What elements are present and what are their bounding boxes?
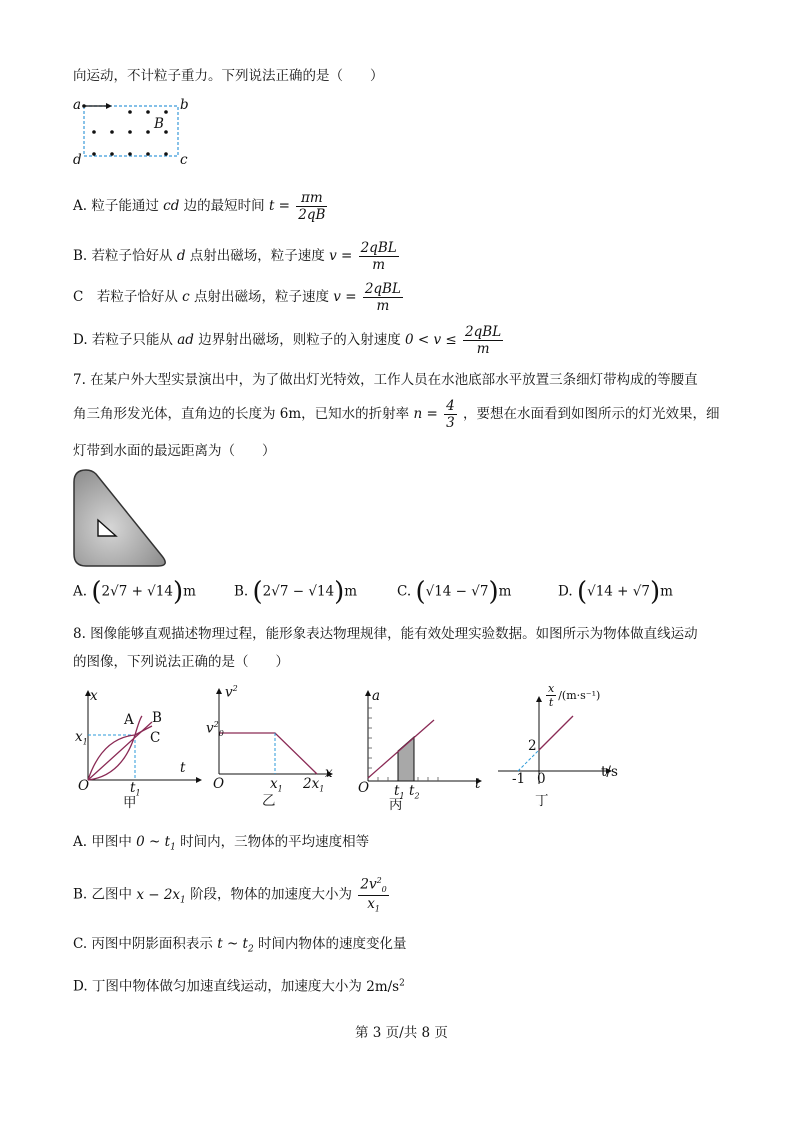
jia-origin: O xyxy=(78,778,90,794)
yi-xaxis: x xyxy=(325,765,333,781)
q6-stem-tail: 向运动，不计粒子重力。下列说法正确的是（ ） xyxy=(73,68,384,84)
q6-option-c[interactable]: C 若粒子恰好从 c 点射出磁场，粒子速度 v = $\frac{\text{2qBL}}{m}$ xyxy=(73,281,401,315)
yi-x2: $2x_1$ xyxy=(303,776,325,794)
q6-b-fraction: $\frac{\text{2qBL}}{m}$ xyxy=(360,240,397,274)
q6-label-B: B xyxy=(154,116,164,132)
yi-caption: 乙 xyxy=(262,793,276,809)
q6-label-c: c xyxy=(180,152,188,168)
q6-d-fraction: $\frac{\text{2qBL}}{m}$ xyxy=(465,324,502,358)
q7-n-fraction: $\frac{4}{3}$ xyxy=(446,398,455,432)
ding-valm1: -1 xyxy=(512,771,526,787)
q6-field-diagram xyxy=(72,98,192,164)
q8-option-d[interactable]: D. 丁图中物体做匀加速直线运动，加速度大小为 $2m/s^2$ xyxy=(73,978,405,995)
q8-graph-bing xyxy=(356,688,486,798)
q6-label-a: a xyxy=(73,97,82,113)
jia-label-A: A xyxy=(124,712,134,728)
jia-caption: 甲 xyxy=(123,795,137,811)
q6-option-d[interactable]: D. 若粒子只能从 ad 边界射出磁场，则粒子的入射速度 0 < v ≤ $\frac{\text{2qBL}}{m}$ xyxy=(73,324,502,358)
q6-c-fraction: $\frac{\text{2qBL}}{m}$ xyxy=(364,281,401,315)
q7-stem-line3: 灯带到水面的最远距离为（ ） xyxy=(73,443,276,459)
q8-stem-line2: 的图像，下列说法正确的是（ ） xyxy=(73,654,289,670)
q7-a-expr: 2√7 + √14 xyxy=(101,583,173,600)
bing-origin: O xyxy=(358,780,370,796)
q7-stem-line2: 角三角形发光体，直角边的长度为 6m，已知水的折射率 n = $\frac{4}{3}$ ，要想在水面看到如图所示的灯光效果，细 xyxy=(73,398,720,432)
jia-label-C: C xyxy=(150,730,161,746)
jia-xaxis: t xyxy=(180,760,186,776)
jia-label-B: B xyxy=(152,710,162,726)
q6-label-b: b xyxy=(180,97,189,113)
ding-origin: 0 xyxy=(537,771,546,787)
page-footer: 第 3 页/共 8 页 xyxy=(355,1025,448,1041)
jia-t1: $t_1$ xyxy=(130,780,141,798)
yi-v0: $v^2_0$ xyxy=(206,720,224,739)
ding-ylabel: $\frac{x}{t}$ /(m·s⁻¹) xyxy=(548,682,601,710)
jia-x1: $x_1$ xyxy=(75,729,88,747)
q7-light-figure xyxy=(72,468,172,568)
q7-option-a[interactable]: A. (2√7 + √14)m xyxy=(73,577,196,607)
q7-c-expr: √14 − √7 xyxy=(425,583,489,600)
yi-x1: $x_1$ xyxy=(270,776,283,794)
bing-caption: 丙 xyxy=(389,797,403,813)
q7-option-b[interactable]: B. (2√7 − √14)m xyxy=(234,577,358,607)
ding-caption: 丁 xyxy=(535,793,549,809)
bing-t2: $t_2$ xyxy=(409,783,420,801)
q7-option-c[interactable]: C. (√14 − √7)m xyxy=(397,577,512,607)
ding-xaxis: t/s xyxy=(601,764,618,780)
yi-origin: O xyxy=(213,776,225,792)
bing-yaxis: a xyxy=(372,688,381,704)
q6-label-d: d xyxy=(73,152,82,168)
q8-option-c[interactable]: C. 丙图中阴影面积表示 t ~ $t_2$ 时间内物体的速度变化量 xyxy=(73,936,407,955)
q8-option-a[interactable]: A. 甲图中 0 ~ $t_1$ 时间内，三物体的平均速度相等 xyxy=(73,834,370,853)
q7-d-expr: √14 + √7 xyxy=(587,583,650,600)
q8-stem-line1: 8. 图像能够直观描述物理过程，能形象表达物理规律，能有效处理实验数据。如图所示为物体做直线运动 xyxy=(73,626,698,642)
q6-option-a[interactable]: A. 粒子能通过 cd 边的最短时间 t = $\frac{\pi m}{2qB}$ xyxy=(73,190,326,224)
bing-xaxis: t xyxy=(475,776,481,792)
yi-yaxis: $v^2$ xyxy=(225,684,238,701)
ding-val2: 2 xyxy=(528,738,537,754)
q7-stem-line1: 7. 在某户外大型实景演出中，为了做出灯光特效，工作人员在水池底部水平放置三条细灯带构成的等腰直 xyxy=(73,372,698,388)
q7-b-expr: 2√7 − √14 xyxy=(262,583,335,600)
q7-option-d[interactable]: D. (√14 + √7)m xyxy=(558,577,673,607)
q6-option-b[interactable]: B. 若粒子恰好从 d 点射出磁场，粒子速度 v = $\frac{\text{2qBL}}{m}$ xyxy=(73,240,397,274)
q8-option-b[interactable]: B. 乙图中 $x - 2x_1$ 阶段，物体的加速度大小为 $\frac{2v^2_0}{x_1}$ xyxy=(73,876,387,914)
bing-t1: $t_1$ xyxy=(394,783,405,801)
q6-a-fraction: $\frac{\pi m}{2qB}$ xyxy=(298,190,326,224)
jia-yaxis: x xyxy=(90,688,98,704)
